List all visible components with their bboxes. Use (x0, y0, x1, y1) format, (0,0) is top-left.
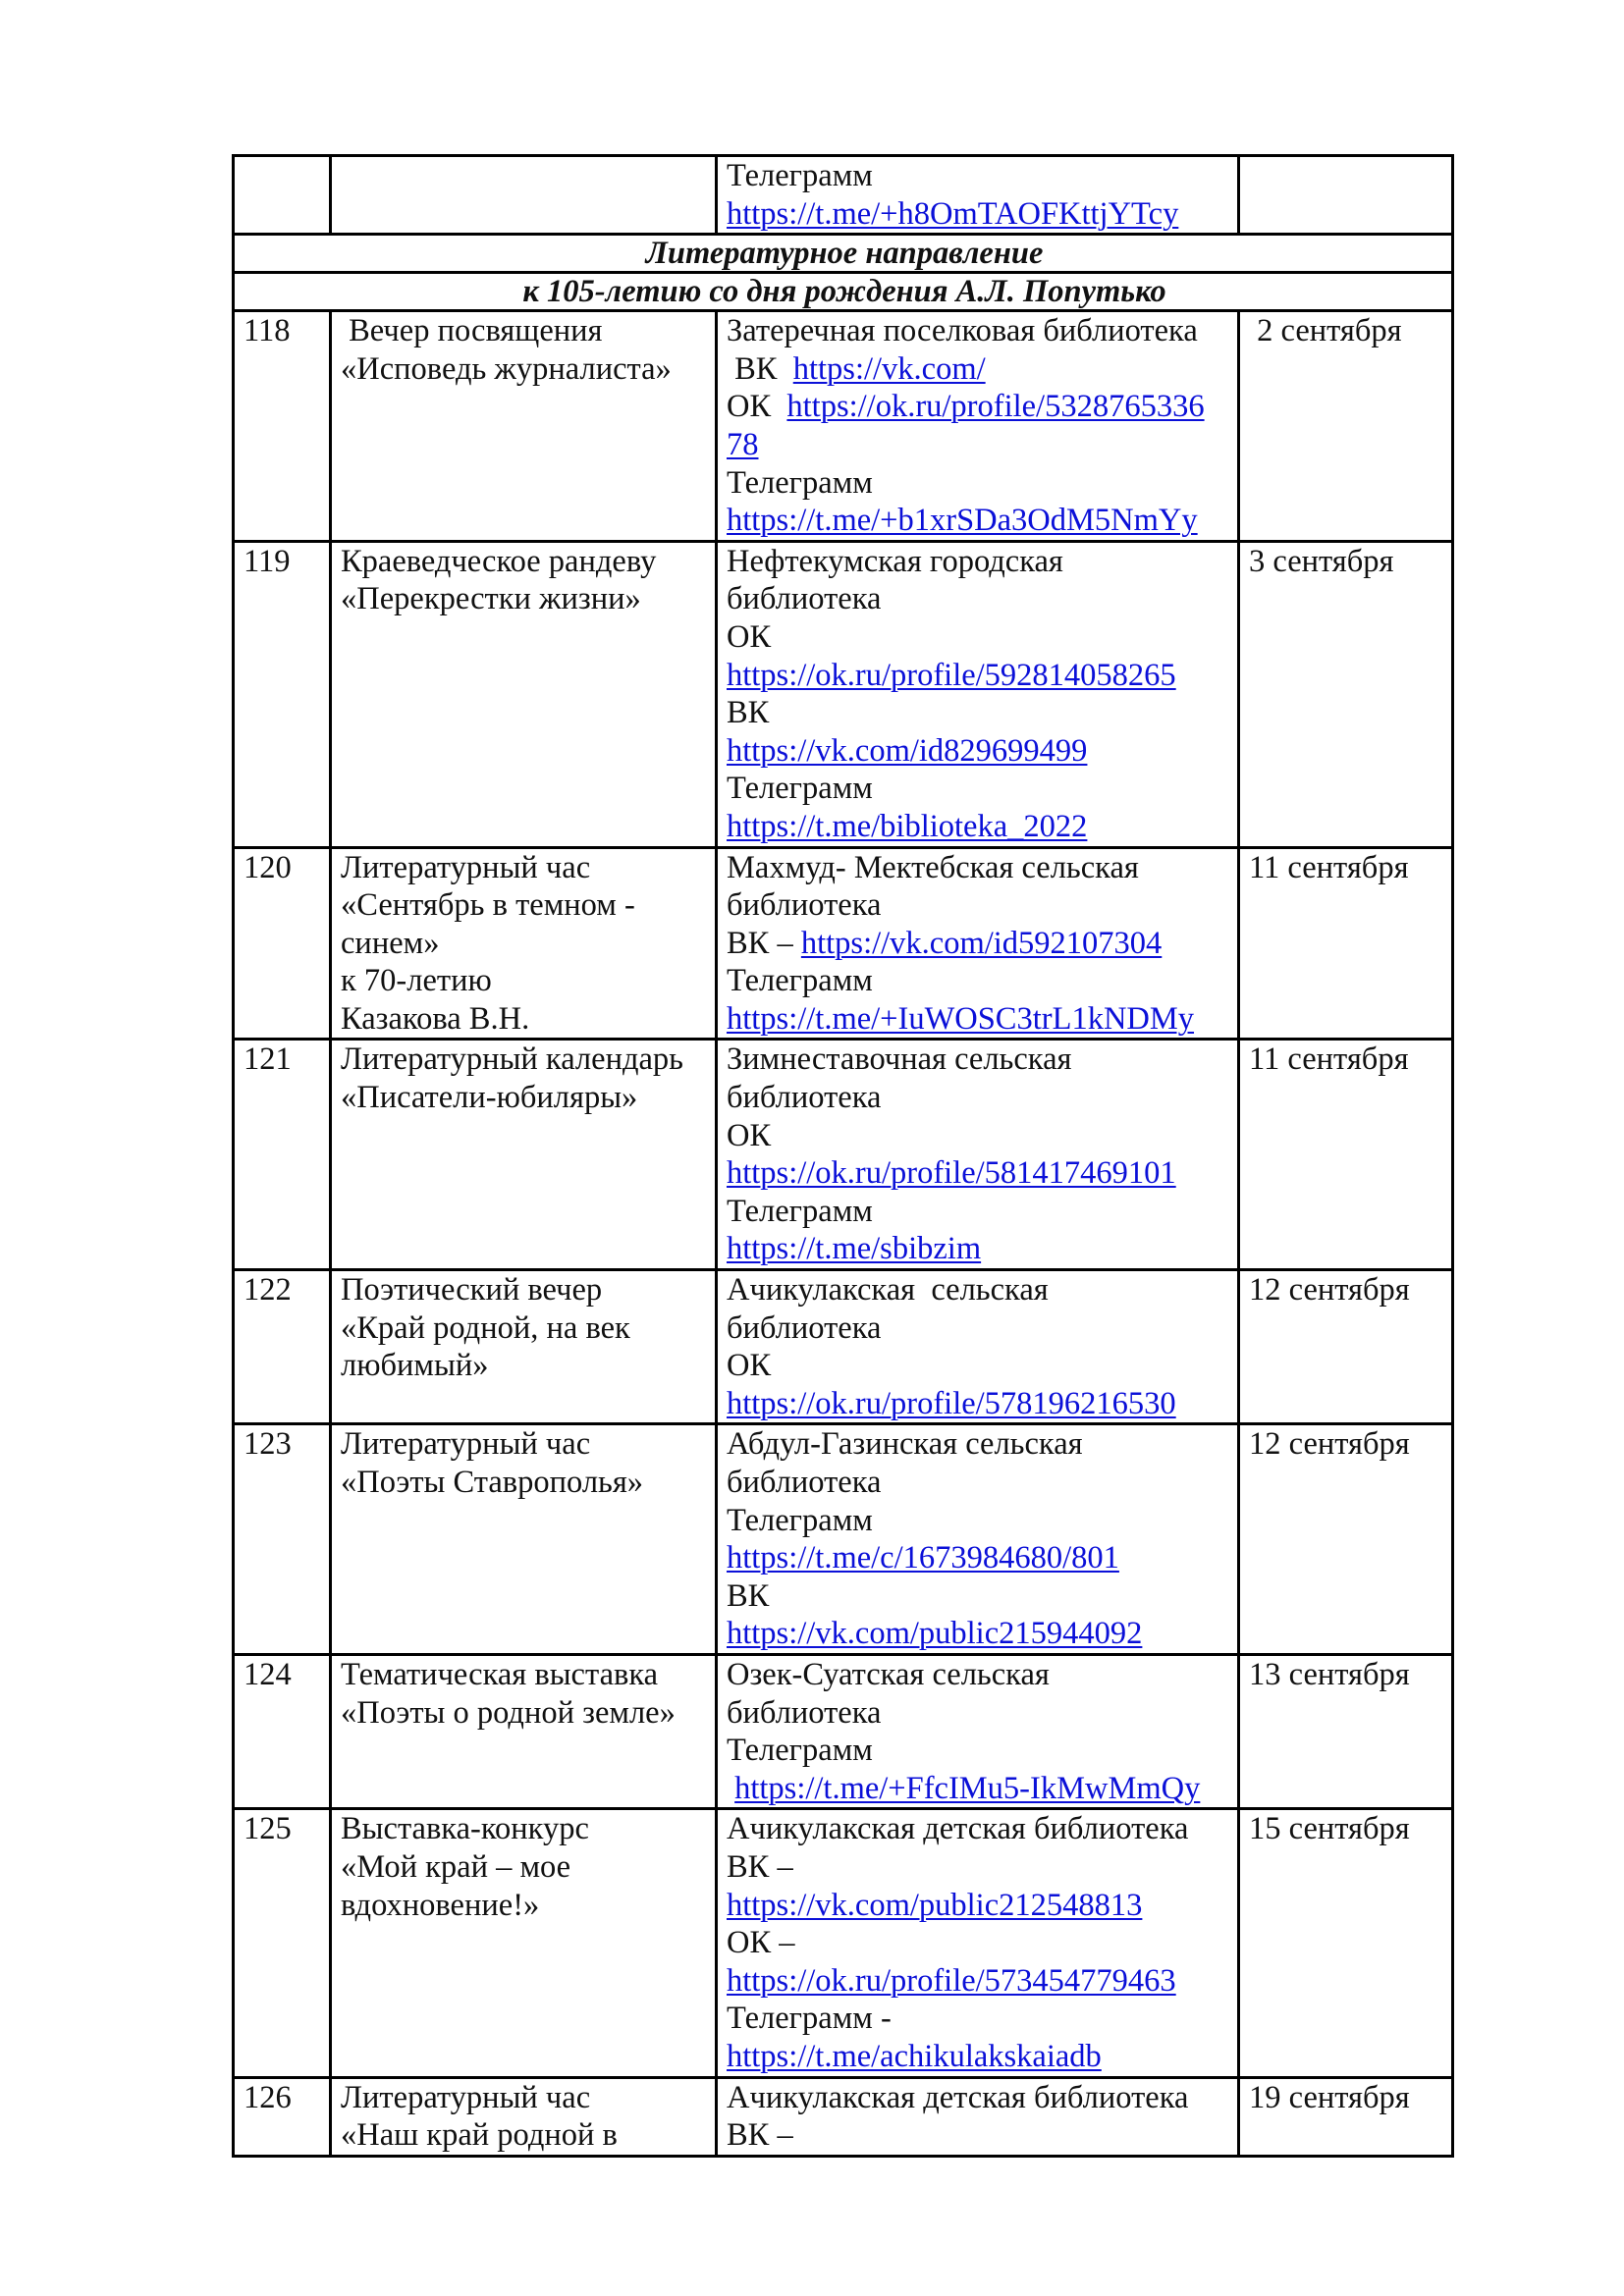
event-title-line: «Писатели-юбиляры» (341, 1080, 638, 1116)
platform-label: ВК – (727, 925, 801, 961)
social-link[interactable]: https://vk.com/public215944092 (727, 1616, 1143, 1652)
place-text: Телеграмм (727, 771, 873, 807)
cell-number: 119 (234, 541, 331, 847)
cell-number: 120 (234, 847, 331, 1040)
place-text: ОК (727, 1348, 772, 1384)
event-title-line: «Сентябрь в темном - (341, 887, 635, 924)
place-text: Абдул-Газинская сельская (727, 1426, 1083, 1463)
place-link-line (727, 195, 1231, 234)
place-text: библиотека (727, 1080, 882, 1116)
cell-number: 123 (234, 1424, 331, 1655)
place-link-line (727, 388, 1231, 426)
place-text: библиотека (727, 1465, 882, 1500)
table-row (234, 1270, 1453, 1424)
place-text-line (727, 1732, 1231, 1770)
place-text: библиотека (727, 581, 882, 617)
place-text-line (727, 1577, 1231, 1616)
place-text-line (727, 770, 1231, 808)
place-text: Зимнеставочная сельская (727, 1041, 1072, 1078)
cell-place (717, 1040, 1239, 1270)
cell-date: 2 сентября (1239, 311, 1453, 542)
events-table (232, 154, 1454, 2158)
cell-date: 19 сентября (1239, 2077, 1453, 2156)
place-text-line (727, 849, 1231, 887)
cell-place (717, 156, 1239, 235)
place-text-line (727, 312, 1231, 350)
place-text-line (727, 464, 1231, 503)
place-text: ОК – (727, 1925, 795, 1961)
place-text-line (727, 543, 1231, 581)
table-row (234, 1424, 1453, 1655)
section-title: Литературное направление (234, 235, 1453, 273)
platform-label: ВК (727, 350, 793, 387)
place-text-line (727, 1309, 1231, 1348)
place-link-line (727, 1962, 1231, 2001)
place-text: ВК (727, 1577, 770, 1614)
place-text: ОК (727, 1117, 772, 1153)
place-text-line (727, 886, 1231, 925)
cell-place (717, 1809, 1239, 2077)
event-title-line: Литературный календарь (341, 1041, 683, 1078)
event-title-line: вдохновение!» (341, 1887, 540, 1923)
cell-title (331, 541, 717, 847)
place-text: Нефтекумская городская (727, 543, 1063, 579)
platform-label (727, 1771, 734, 1806)
table-row (234, 1654, 1453, 1808)
cell-title (331, 1040, 717, 1270)
place-text-line (727, 1347, 1231, 1385)
cell-date: 3 сентября (1239, 541, 1453, 847)
place-text-line (727, 1117, 1231, 1155)
social-link[interactable]: https://t.me/c/1673984680/801 (727, 1540, 1119, 1576)
social-link[interactable]: 78 (727, 426, 759, 462)
place-text: Телеграмм (727, 963, 873, 999)
event-title-line: «Край родной, на век (341, 1309, 630, 1346)
event-title-line: «Перекрестки жизни» (341, 581, 641, 617)
place-text: Телеграмм (727, 464, 873, 501)
social-link[interactable]: https://t.me/+b1xrSDa3OdM5NmYy (727, 503, 1198, 539)
place-text: Затеречная поселковая библиотека (727, 313, 1198, 349)
place-text-line (727, 962, 1231, 1000)
place-text-line (727, 1502, 1231, 1540)
social-link[interactable]: https://ok.ru/profile/578196216530 (727, 1385, 1176, 1421)
place-link-line (727, 657, 1231, 695)
table-row (234, 847, 1453, 1040)
place-text-line (727, 1425, 1231, 1464)
place-text: Махмуд- Мектебская сельская (727, 849, 1139, 885)
cell-date: 15 сентября (1239, 1809, 1453, 2077)
social-link[interactable]: https://t.me/biblioteka_2022 (727, 808, 1088, 844)
event-title-line: Литературный час (341, 2079, 591, 2115)
cell-date: 12 сентября (1239, 1270, 1453, 1424)
section-subtitle: к 105-летию со дня рождения А.Л. Попутько (234, 273, 1453, 311)
place-text: Телеграмм (727, 1502, 873, 1538)
place-text: Ачикулакская детская библиотека (727, 2079, 1189, 2115)
cell-number: 122 (234, 1270, 331, 1424)
cell-date: 11 сентября (1239, 1040, 1453, 1270)
cell-title (331, 1654, 717, 1808)
cell-place (717, 311, 1239, 542)
cell-number: 126 (234, 2077, 331, 2156)
place-text-line (727, 1924, 1231, 1962)
social-link[interactable]: https://vk.com/id592107304 (800, 925, 1163, 961)
place-text: Телеграмм (727, 158, 873, 193)
table-row-continuation (234, 156, 1453, 235)
event-title-line: «Наш край родной в (341, 2117, 618, 2154)
platform-label: ОК (727, 389, 787, 425)
place-text: ВК – (727, 2117, 793, 2154)
place-link-line (727, 1385, 1231, 1423)
social-link[interactable]: https://t.me/+IuWOSC3trL1kNDMy (727, 1000, 1195, 1037)
place-text-line (727, 2116, 1231, 2155)
place-text: библиотека (727, 1694, 882, 1731)
place-link-line (727, 1887, 1231, 1925)
place-link-line (727, 808, 1231, 846)
cell-number (234, 156, 331, 235)
cell-number: 125 (234, 1809, 331, 2077)
place-text-line (727, 1464, 1231, 1502)
place-link-line (727, 2038, 1231, 2076)
table-row (234, 1040, 1453, 1270)
social-link[interactable]: https://vk.com/id829699499 (727, 732, 1088, 769)
place-text-line (727, 2000, 1231, 2038)
event-title-line: Поэтический вечер (341, 1272, 603, 1308)
social-link[interactable]: https://ok.ru/profile/573454779463 (727, 1962, 1176, 1999)
place-text-line (727, 157, 1231, 195)
place-text: ВК (727, 695, 770, 731)
social-link[interactable]: https://vk.com/public212548813 (727, 1887, 1143, 1923)
table-row (234, 2077, 1453, 2156)
cell-place (717, 1424, 1239, 1655)
event-title-line: «Исповедь журналиста» (341, 350, 672, 387)
place-text-line (727, 1271, 1231, 1309)
event-title-line: Казакова В.Н. (341, 1000, 530, 1037)
place-text: Ачикулакская детская библиотека (727, 1811, 1189, 1847)
event-title-line: Выставка-конкурс (341, 1811, 589, 1847)
section-heading-row (234, 235, 1453, 273)
cell-title (331, 1809, 717, 2077)
cell-place (717, 847, 1239, 1040)
event-title-line: синем» (341, 925, 440, 961)
event-title-line: Краеведческое рандеву (341, 543, 657, 579)
cell-number: 121 (234, 1040, 331, 1270)
cell-date: 12 сентября (1239, 1424, 1453, 1655)
cell-place (717, 1654, 1239, 1808)
cell-number: 124 (234, 1654, 331, 1808)
place-link-line (727, 1154, 1231, 1193)
table-row (234, 311, 1453, 542)
cell-title (331, 156, 717, 235)
place-text-line (727, 2079, 1231, 2117)
place-text: Телеграмм - (727, 2001, 892, 2037)
place-link-line (727, 732, 1231, 771)
event-title-line: «Поэты Ставрополья» (341, 1465, 644, 1500)
social-link[interactable]: https://ok.ru/profile/592814058265 (727, 657, 1176, 693)
place-link-line (727, 1615, 1231, 1653)
cell-date: 11 сентября (1239, 847, 1453, 1040)
cell-place (717, 2077, 1239, 2156)
event-title-line: любимый» (341, 1348, 489, 1384)
cell-title (331, 1270, 717, 1424)
place-text-line (727, 1848, 1231, 1887)
table-row (234, 541, 1453, 847)
place-text-line (727, 1694, 1231, 1733)
place-text: ВК – (727, 1848, 793, 1885)
social-link[interactable]: https://t.me/sbibzim (727, 1231, 982, 1267)
place-link-line (727, 1230, 1231, 1268)
cell-number: 118 (234, 311, 331, 542)
place-text: Телеграмм (727, 1193, 873, 1229)
place-link-line (727, 350, 1231, 389)
place-text-line (727, 694, 1231, 732)
place-link-line (727, 1770, 1231, 1808)
place-text-line (727, 618, 1231, 657)
event-title-line: Литературный час (341, 849, 591, 885)
place-text: ОК (727, 618, 772, 655)
event-title-line: «Мой край – мое (341, 1848, 571, 1885)
place-link-line (727, 1539, 1231, 1577)
cell-date (1239, 156, 1453, 235)
place-text-line (727, 580, 1231, 618)
place-text: Телеграмм (727, 1733, 873, 1769)
social-link[interactable]: https://t.me/+FfcIMu5-IkMwMmQy (734, 1770, 1201, 1806)
place-text: Ачикулакская сельская (727, 1272, 1049, 1308)
place-link-line (727, 426, 1231, 464)
place-text: Озек-Суатская сельская (727, 1656, 1050, 1692)
place-text-line (727, 1041, 1231, 1079)
place-text-line (727, 1810, 1231, 1848)
place-text-line (727, 1656, 1231, 1694)
place-text: библиотека (727, 887, 882, 924)
place-text-line (727, 1079, 1231, 1117)
place-link-line (727, 1000, 1231, 1039)
event-title-line: Литературный час (341, 1426, 591, 1463)
social-link[interactable]: https://t.me/achikulakskaiadb (727, 2038, 1102, 2074)
event-title-line: Вечер посвящения (341, 313, 603, 349)
social-link[interactable]: https://t.me/+h8OmTAOFKttjYTcy (727, 195, 1179, 232)
place-link-line (727, 925, 1231, 963)
place-text-line (727, 1193, 1231, 1231)
event-title-line: «Поэты о родной земле» (341, 1694, 676, 1731)
section-subheading-row (234, 273, 1453, 311)
table-row (234, 1809, 1453, 2077)
cell-date: 13 сентября (1239, 1654, 1453, 1808)
social-link[interactable]: https://vk.com/ (792, 350, 986, 387)
place-link-line (727, 502, 1231, 540)
social-link[interactable]: https://ok.ru/profile/581417469101 (727, 1155, 1176, 1192)
place-text: библиотека (727, 1309, 882, 1346)
cell-title (331, 311, 717, 542)
cell-title (331, 2077, 717, 2156)
social-link[interactable]: https://ok.ru/profile/5328765336 (786, 389, 1205, 425)
cell-place (717, 541, 1239, 847)
event-title-line: Тематическая выставка (341, 1656, 659, 1692)
cell-place (717, 1270, 1239, 1424)
cell-title (331, 847, 717, 1040)
cell-title (331, 1424, 717, 1655)
event-title-line: к 70-летию (341, 963, 492, 999)
